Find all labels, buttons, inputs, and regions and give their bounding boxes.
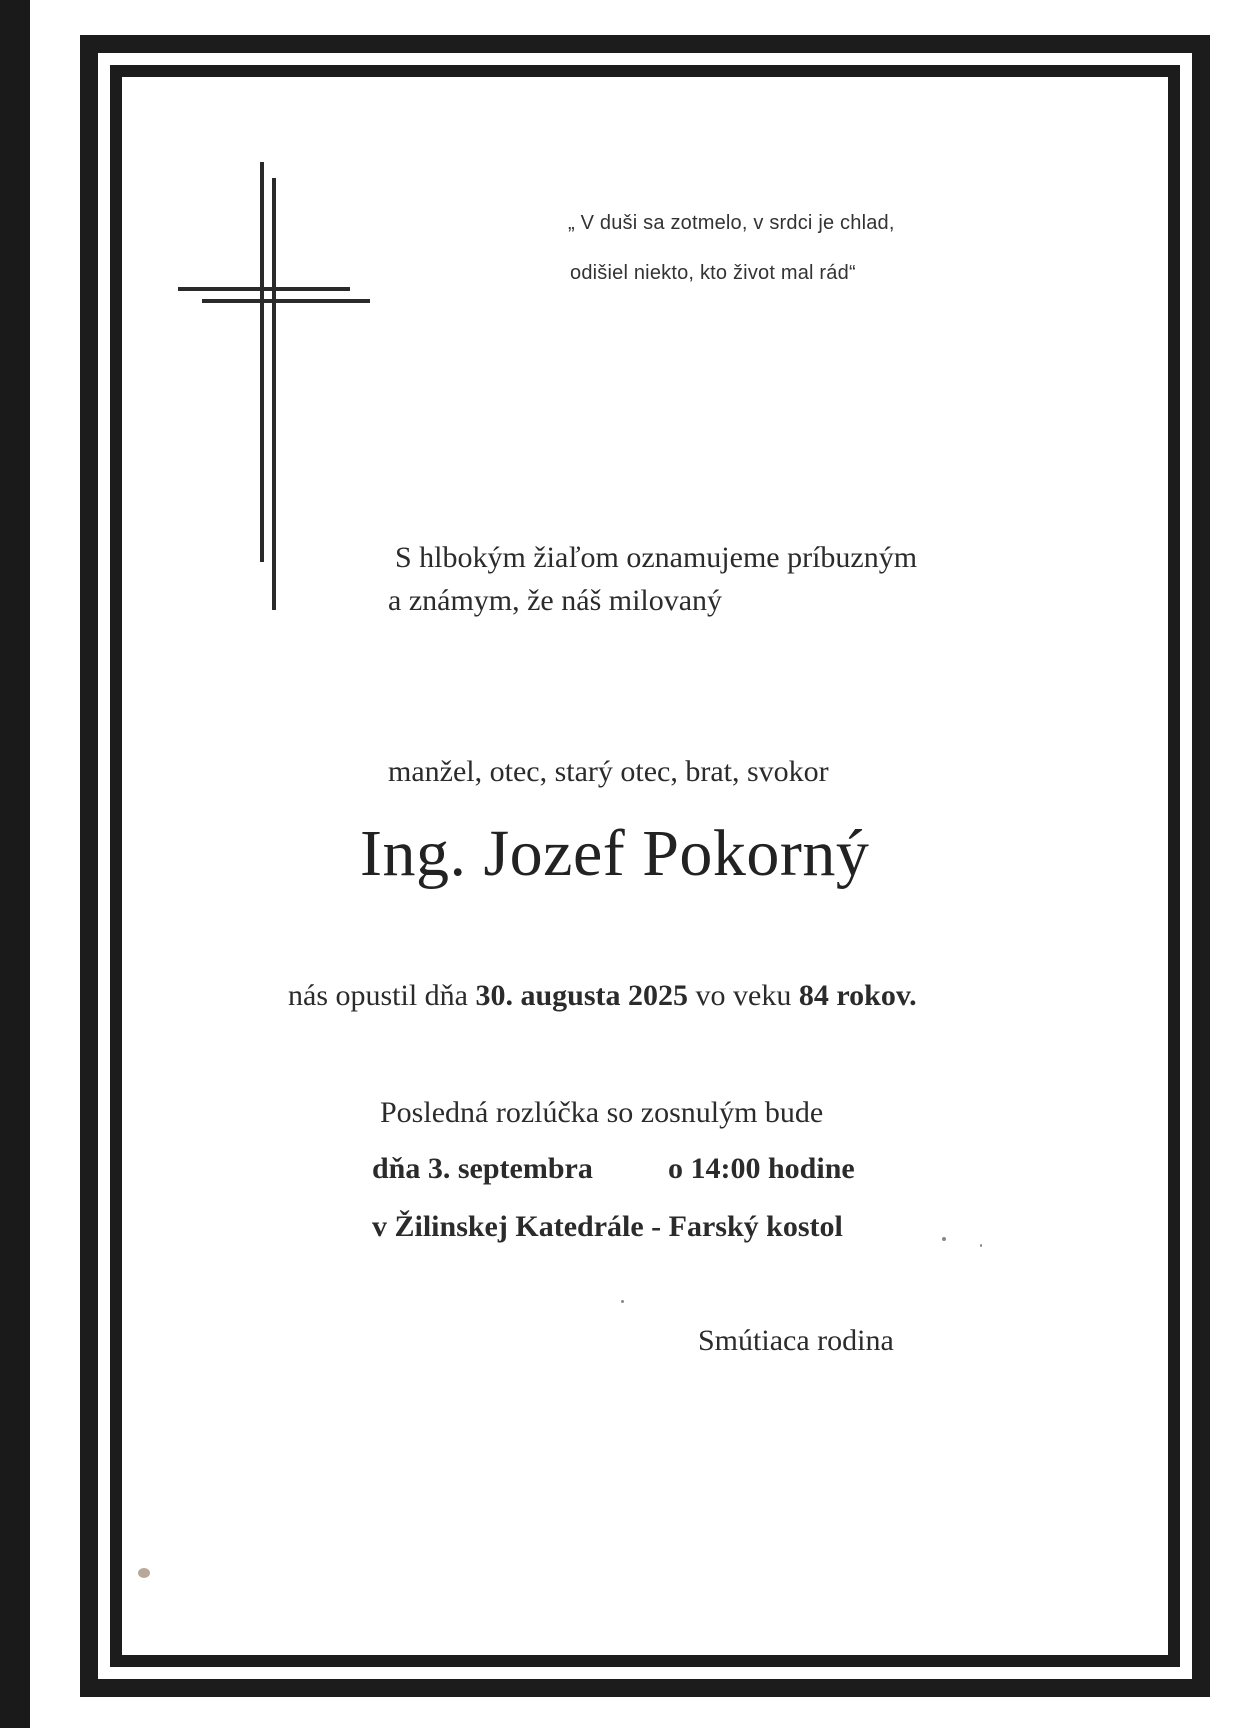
relations-line: manžel, otec, starý otec, brat, svokor xyxy=(388,755,829,788)
funeral-date: dňa 3. septembra xyxy=(372,1152,593,1185)
announcement-line-2: a známym, že náš milovaný xyxy=(388,584,723,617)
scan-speck xyxy=(942,1237,946,1241)
death-date: 30. augusta 2025 xyxy=(475,979,689,1012)
scan-speck xyxy=(980,1244,982,1247)
quote-line-1: „ V duši sa zotmelo, v srdci je chlad, xyxy=(568,212,895,234)
scan-speck xyxy=(621,1300,624,1303)
announcement-line-1: S hlbokým žiaľom oznamujeme príbuzným xyxy=(395,541,918,574)
funeral-place: v Žilinskej Katedrále - Farský kostol xyxy=(372,1210,843,1243)
scan-speck xyxy=(138,1568,150,1578)
funeral-time: o 14:00 hodine xyxy=(668,1152,855,1185)
death-prefix: nás opustil dňa xyxy=(288,979,468,1012)
death-age: 84 rokov. xyxy=(798,979,917,1012)
signature: Smútiaca rodina xyxy=(698,1324,894,1357)
death-line xyxy=(288,979,917,1013)
quote-line-2: odišiel niekto, kto život mal rád“ xyxy=(570,262,856,284)
funeral-intro: Posledná rozlúčka so zosnulým bude xyxy=(380,1096,824,1129)
deceased-name: Ing. Jozef Pokorný xyxy=(360,817,870,890)
death-middle: vo veku xyxy=(695,979,792,1012)
